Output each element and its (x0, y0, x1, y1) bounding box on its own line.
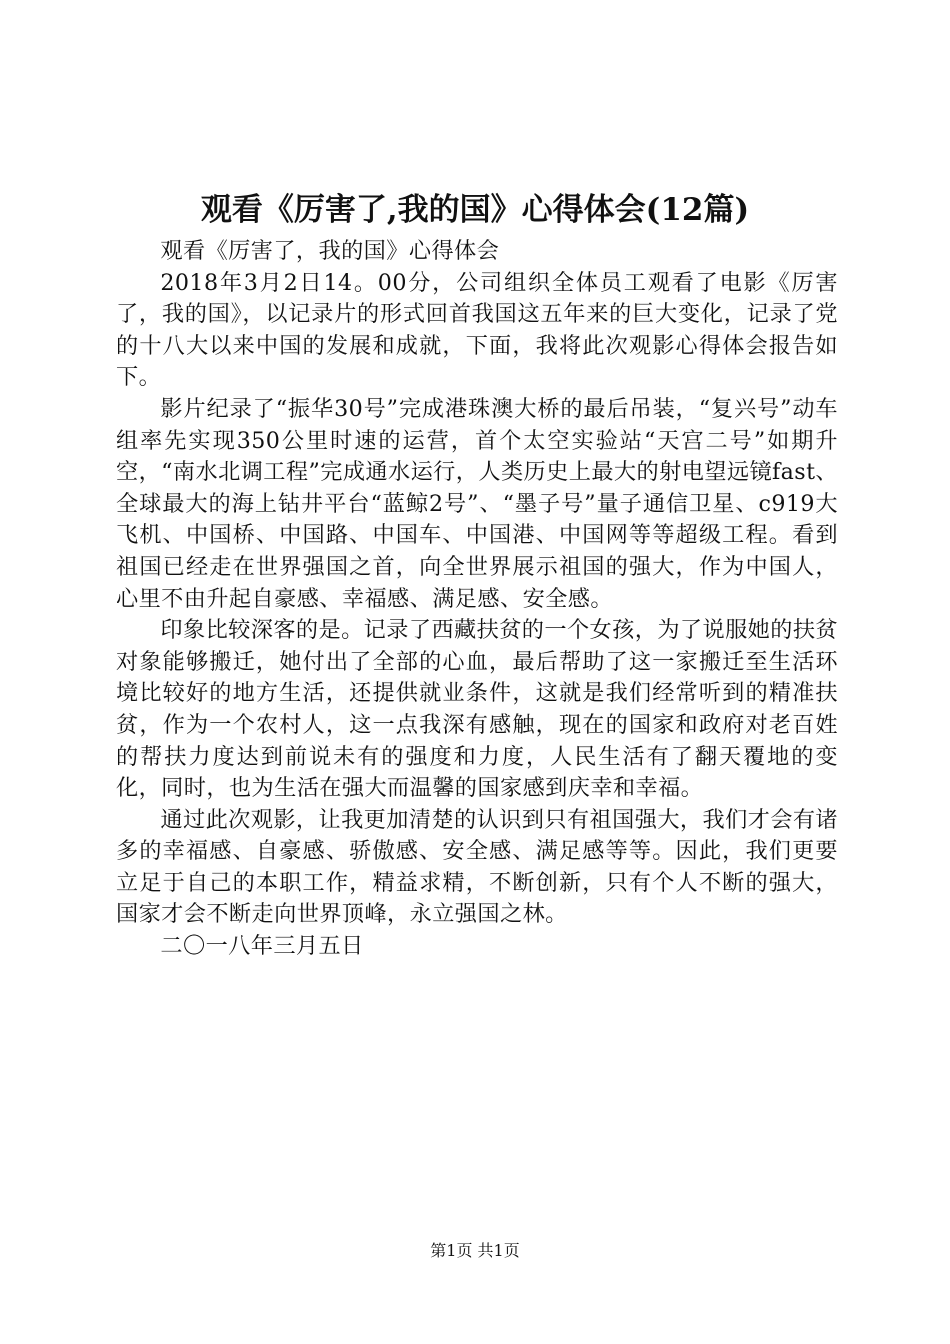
document-subtitle: 观看《厉害了，我的国》心得体会 (160, 238, 500, 264)
paragraph-3: 印象比较深客的是。记录了西藏扶贫的一个女孩，为了说服她的扶贫对象能够搬迁，她付出了全部的心血，最后帮助了这一家搬迁至生活环境比较好的地方生活，还提供就业条件，这就是我们经常听到的精准扶贫，作为一个农村人，这一点我深有感触，现在的国家和政府对老百姓的帮扶力度达到前说未有的强度和力度，人民生活有了翻天覆地的变化，同时，也为生活在强大而温馨的国家感到庆幸和幸福。 (116, 617, 839, 802)
paragraph-2: 影片纪录了“振华30号”完成港珠澳大桥的最后吊装，“复兴号”动车组率先实现350公里时速的运营，首个太空实验站“天宫二号”如期升空，“南水北调工程”完成通水运行，人类历史上最大的射电望远镜fast、全球最大的海上钻井平台“蓝鲸2号”、“墨子号”量子通信卫星、c919大飞机、中国桥、中国路、中国车、中国港、中国网等等超级工程。看到祖国已经走在世界强国之首，向全世界展示祖国的强大，作为中国人，心里不由升起自豪感、幸福感、满足感、安全感。 (116, 395, 838, 612)
document-body (116, 236, 838, 963)
document-date: 二〇一八年三月五日 (160, 933, 364, 960)
page-footer: 第1页 共1页 (430, 1241, 520, 1260)
paragraph-4: 通过此次观影，让我更加清楚的认识到只有祖国强大，我们才会有诸多的幸福感、自豪感、骄傲感、安全感、满足感等等。因此，我们更要立足于自己的本职工作，精益求精，不断创新，只有个人不断的强大，国家才会不断走向世界顶峰，永立强国之林。 (116, 806, 839, 928)
paragraph-1: 2018年3月2日14。00分，公司组织全体员工观看了电影《厉害了，我的国》，以记录片的形式回首我国这五年来的巨大变化，记录了党的十八大以来中国的发展和成就，下面，我将此次观影心得体会报告如下。 (116, 269, 838, 391)
document-title: 观看《厉害了,我的国》心得体会(12篇) (200, 192, 750, 228)
